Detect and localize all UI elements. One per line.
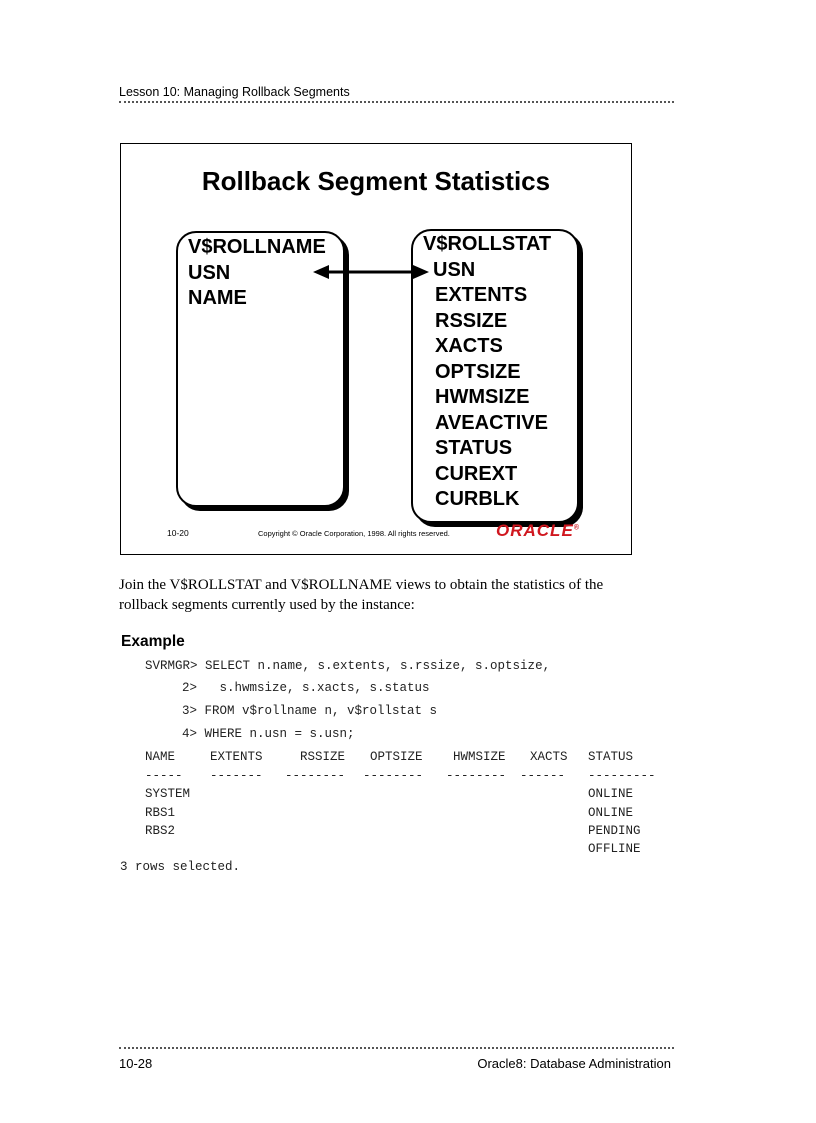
table-header: NAME (145, 750, 176, 764)
slide-figure (120, 143, 632, 555)
rollname-column-list (188, 235, 326, 312)
page-number: 10-28 (119, 1056, 153, 1071)
book-title: Oracle8: Database Administration (477, 1056, 671, 1071)
footer-divider (119, 1047, 674, 1049)
rollstat-item: EXTENTS (435, 284, 528, 306)
slide-number: 10-20 (167, 528, 189, 538)
table-separator: -------- (363, 769, 424, 783)
table-cell: ONLINE (588, 787, 634, 801)
rollstat-item: CURBLK (435, 488, 520, 510)
table-header: EXTENTS (210, 750, 263, 764)
table-separator: ------- (210, 769, 263, 783)
example-heading: Example (121, 633, 185, 650)
code-line: 3> FROM v$rollname n, v$rollstat s (182, 704, 438, 718)
table-separator: -------- (446, 769, 507, 783)
header-divider (119, 101, 674, 103)
table-cell: SYSTEM (145, 787, 191, 801)
table-separator: ----- (145, 769, 183, 783)
rollstat-item: HWMSIZE (435, 386, 530, 408)
rollstat-item: OPTSIZE (435, 360, 521, 383)
table-cell: ONLINE (588, 806, 634, 820)
table-cell-continuation: OFFLINE (588, 842, 641, 856)
intro-paragraph: Join the V$ROLLSTAT and V$ROLLNAME views to obtain the statistics of the rollback segments currently used by the instance: (119, 577, 604, 613)
rollstat-item: V$ROLLSTAT (423, 233, 552, 255)
rollname-item: V$ROLLNAME (188, 236, 326, 258)
table-separator: --------- (588, 769, 656, 783)
rollstat-item: RSSIZE (435, 309, 508, 332)
slide-copyright: Copyright © Oracle Corporation, 1998. All rights reserved. (258, 529, 450, 538)
table-separator: -------- (285, 769, 346, 783)
rollstat-item: STATUS (435, 437, 513, 459)
slide-title: Rollback Segment Statistics (201, 166, 551, 196)
table-cell: RBS1 (145, 806, 176, 820)
code-line: 2> s.hwmsize, s.xacts, s.status (182, 681, 430, 695)
rollname-item: NAME (188, 287, 247, 309)
rows-selected: 3 rows selected. (120, 860, 241, 874)
table-header: HWMSIZE (453, 750, 506, 764)
lesson-header: Lesson 10: Managing Rollback Segments (119, 85, 350, 99)
table-header: STATUS (588, 750, 634, 764)
rollstat-item: XACTS (435, 335, 503, 357)
table-header: RSSIZE (300, 750, 346, 764)
oracle-logo: ORACLE® (496, 521, 580, 540)
table-cell: RBS2 (145, 824, 176, 838)
oracle-logo-text: ORACLE (496, 521, 574, 540)
join-arrow-icon (311, 262, 431, 282)
rollname-item: USN (188, 261, 231, 284)
table-separator: ------ (520, 769, 566, 783)
code-line: 4> WHERE n.usn = s.usn; (182, 727, 355, 741)
rollstat-item: CUREXT (435, 462, 518, 485)
table-header: XACTS (530, 750, 568, 764)
table-cell: PENDING (588, 824, 641, 838)
rollstat-item: USN (433, 258, 476, 281)
table-header: OPTSIZE (370, 750, 423, 764)
rollstat-column-list (423, 232, 551, 513)
rollstat-item: AVEACTIVE (435, 411, 548, 434)
code-line: SVRMGR> SELECT n.name, s.extents, s.rssize, s.optsize, (145, 659, 551, 673)
